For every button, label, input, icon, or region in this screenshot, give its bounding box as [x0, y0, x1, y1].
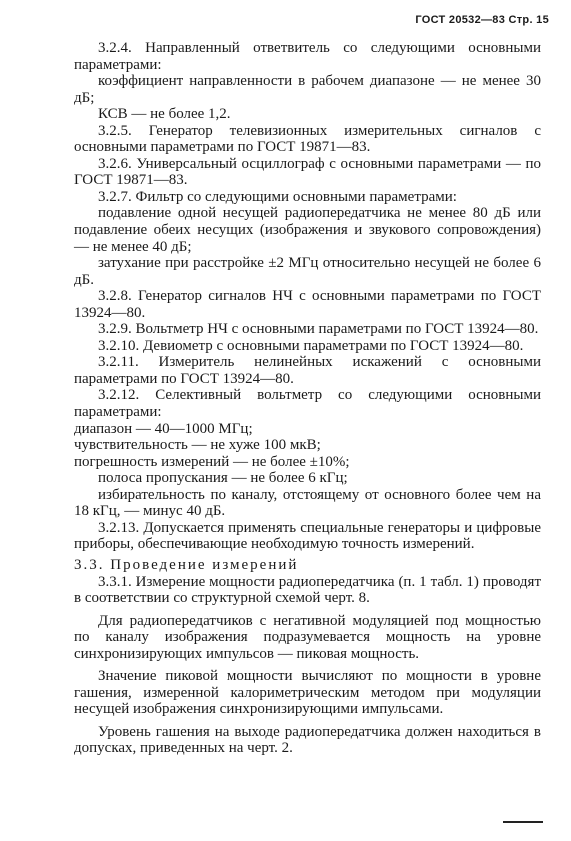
param-bandwidth: полоса пропускания — не более 6 кГц; — [98, 470, 348, 487]
param-sensitivity: чувствительность — не хуже 100 мкВ; — [74, 437, 321, 454]
item-3-2-6: 3.2.6. Универсальный осциллограф с основными параметрами — по ГОСТ 19871—83. — [74, 155, 541, 189]
param-directivity: коэффициент направленности в рабочем диапазоне — не менее 30 дБ; — [74, 73, 541, 106]
item-3-2-8: 3.2.8. Генератор сигналов НЧ с основными параметрами по ГОСТ 13924—80. — [74, 288, 541, 321]
param-vswr: КСВ — не более 1,2. — [98, 106, 231, 123]
paragraph-peak-power: Значение пиковой мощности вычисляют по мощности в уровне гашения, измеренной калориметрическим методом при модуляции несущей изображения синхронизирующими импульсами. — [74, 668, 541, 718]
document-body — [74, 40, 541, 757]
section-heading-3-3: 3.3. Проведение измерений — [74, 556, 299, 573]
item-3-2-7: 3.2.7. Фильтр со следующими основными параметрами: — [98, 188, 457, 205]
param-detuning-attenuation: затухание при расстройке ±2 МГц относительно несущей не более 6 дБ. — [74, 255, 541, 288]
footer-rule — [503, 821, 543, 823]
item-3-3-1: 3.3.1. Измерение мощности радиопередатчика (п. 1 табл. 1) проводят в соответствии со структурной схемой черт. 8. — [74, 573, 541, 607]
item-3-2-9: 3.2.9. Вольтметр НЧ с основными параметрами по ГОСТ 13924—80. — [98, 321, 539, 338]
item-3-2-11: 3.2.11. Измеритель нелинейных искажений с основными параметрами по ГОСТ 13924—80. — [74, 354, 541, 387]
param-range: диапазон — 40—1000 МГц; — [74, 420, 253, 437]
param-carrier-suppression: подавление одной несущей радиопередатчика не менее 80 дБ или подавление обеих несущих (изображения и звукового сопровождения) — не менее 40 дБ; — [74, 205, 541, 255]
param-measurement-error: погрешность измерений — не более ±10%; — [74, 453, 350, 470]
item-3-2-10: 3.2.10. Девиометр с основными параметрами по ГОСТ 13924—80. — [98, 337, 524, 354]
item-3-2-12: 3.2.12. Селективный вольтметр со следующими основными параметрами: — [74, 387, 541, 421]
page-header: ГОСТ 20532—83 Стр. 15 — [415, 14, 549, 26]
item-3-2-5: 3.2.5. Генератор телевизионных измерительных сигналов с основными параметрами по ГОСТ 19871—83. — [74, 122, 541, 156]
param-selectivity: избирательность по каналу, отстоящему от основного более чем на 18 кГц, — минус 40 дБ. — [74, 486, 541, 520]
paragraph-negative-modulation: Для радиопередатчиков с негативной модуляцией под мощностью по каналу изображения подразумевается мощность на уровне синхронизирующих импульсов — пиковая мощность. — [74, 612, 541, 662]
paragraph-blanking-level: Уровень гашения на выходе радиопередатчика должен находиться в допусках, приведенных на черт. 2. — [74, 723, 541, 757]
item-3-2-13: 3.2.13. Допускается применять специальные генераторы и цифровые приборы, обеспечивающие необходимую точность измерений. — [74, 519, 541, 553]
item-3-2-4: 3.2.4. Направленный ответвитель со следующими основными параметрами: — [74, 40, 541, 73]
